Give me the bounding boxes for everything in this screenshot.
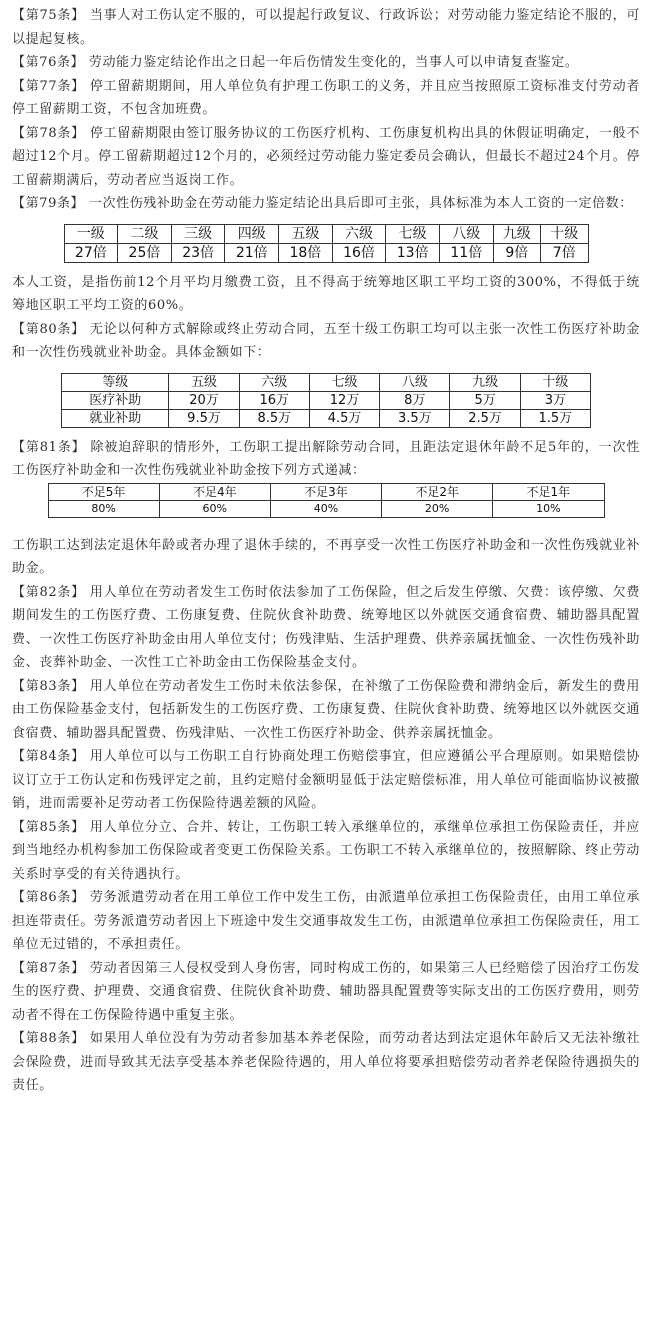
article-86: 【第86条】 劳务派遣劳动者在用工单位工作中发生工伤，由派遣单位承担工伤保险责任，由用工单位承担连带责任。劳务派遣劳动者因上下班途中发生交通事故发生工伤，由派遣单位承担工伤保险责任，用工单位无过错的，不承担责任。 [12, 890, 640, 952]
article-88: 【第88条】 如果用人单位没有为劳动者参加基本养老保险，而劳动者达到法定退休年龄后又无法补缴社会保险费，进而导致其无法享受基本养老保险待遇的，用人单位将要承担赔偿劳动者养老保险待遇损失的责任。 [12, 1031, 640, 1093]
table-header-cell: 六级 [239, 373, 309, 391]
article-79-note: 本人工资，是指伤前12个月平均月缴费工资，且不得高于统筹地区职工平均工资的300%，不得低于统筹地区职工平均工资的60%。 [12, 274, 640, 313]
table-header-cell: 不足2年 [382, 483, 493, 500]
table-header-cell: 九级 [450, 373, 520, 391]
table-cell: 11倍 [439, 243, 493, 262]
table-cell: 18倍 [279, 243, 333, 262]
table-cell: 四级 [225, 224, 279, 243]
table-cell: 21倍 [225, 243, 279, 262]
table-cell: 三级 [171, 224, 225, 243]
table-cell: 十级 [541, 224, 588, 243]
table-cell: 8.5万 [239, 409, 309, 427]
table-cell: 7倍 [541, 243, 588, 262]
table-cell: 25倍 [118, 243, 172, 262]
table-cell: 23倍 [171, 243, 225, 262]
table-cell: 就业补助 [62, 409, 169, 427]
table-cell: 60% [159, 500, 270, 517]
article-87: 【第87条】 劳动者因第三人侵权受到人身伤害，同时构成工伤的，如果第三人已经赔偿了因治疗工伤发生的医疗费、护理费、交通食宿费、住院伙食补助费、辅助器具配置费等实际支出的工伤医疗费用，则劳动者不得在工伤保险待遇中重复主张。 [12, 960, 640, 1023]
table-cell: 八级 [439, 224, 493, 243]
table-header-cell: 等级 [62, 373, 169, 391]
table-cell: 3万 [520, 391, 590, 409]
table-cell: 8万 [380, 391, 450, 409]
table-cell: 二级 [118, 224, 172, 243]
table-cell: 4.5万 [309, 409, 379, 427]
article-81-note: 工伤职工达到法定退休年龄或者办理了退休手续的，不再享受一次性工伤医疗补助金和一次性伤残就业补助金。 [12, 537, 640, 576]
table-cell: 5万 [450, 391, 520, 409]
table-cell: 20万 [169, 391, 239, 409]
table-header-cell: 八级 [380, 373, 450, 391]
article-84: 【第84条】 用人单位可以与工伤职工自行协商处理工伤赔偿事宜，但应遵循公平合理原则。如果赔偿协议订立于工伤认定和伤残评定之前，且约定赔付金额明显低于法定赔偿标准，用人单位可能面临协议被撤销，进而需要补足劳动者工伤保险待遇差额的风险。 [12, 749, 640, 811]
table-cell: 16万 [239, 391, 309, 409]
table-cell: 3.5万 [380, 409, 450, 427]
table-row [62, 409, 591, 427]
table-header-cell: 不足1年 [493, 483, 604, 500]
table-cell: 20% [382, 500, 493, 517]
table-header-cell: 不足3年 [270, 483, 381, 500]
article-85: 【第85条】 用人单位分立、合并、转让，工伤职工转入承继单位的，承继单位承担工伤保险责任，并应到当地经办机构参加工伤保险或者变更工伤保险关系。工伤职工不转入承继单位的，按照解除、终止劳动关系时享受的有关待遇执行。 [12, 819, 640, 882]
table-cell: 80% [48, 500, 159, 517]
subsidy-table [61, 373, 591, 428]
article-80: 【第80条】 无论以何种方式解除或终止劳动合同，五至十级工伤职工均可以主张一次性工伤医疗补助金和一次性伤残就业补助金。具体金额如下： [12, 321, 640, 360]
table-cell: 1.5万 [520, 409, 590, 427]
article-83: 【第83条】 用人单位在劳动者发生工伤时未依法参保，在补缴了工伤保险费和滞纳金后，新发生的费用由工伤保险基金支付，包括新发生的工伤医疗费、工伤康复费、住院伙食补助费、统筹地区以外就医交通食宿费、辅助器具配置费、伤残津贴、一次性工伤医疗补助金、供养亲属抚恤金。 [12, 678, 640, 741]
table-header-cell: 五级 [169, 373, 239, 391]
table-cell: 12万 [309, 391, 379, 409]
table-cell: 医疗补助 [62, 391, 169, 409]
table-cell: 9倍 [493, 243, 540, 262]
article-76: 【第76条】 劳动能力鉴定结论作出之日起一年后伤情发生变化的，当事人可以申请复查鉴定。 [12, 55, 579, 70]
table-cell: 一级 [64, 224, 118, 243]
table-cell: 五级 [279, 224, 333, 243]
table-cell: 七级 [386, 224, 440, 243]
table-cell: 2.5万 [450, 409, 520, 427]
table-cell: 13倍 [386, 243, 440, 262]
table-cell: 六级 [332, 224, 386, 243]
table-cell: 16倍 [332, 243, 386, 262]
table-row [62, 391, 591, 409]
table-cell: 九级 [493, 224, 540, 243]
table-cell: 9.5万 [169, 409, 239, 427]
table-row [48, 500, 604, 517]
article-78: 【第78条】 停工留薪期限由签订服务协议的工伤医疗机构、工伤康复机构出具的休假证明确定，一般不超过12个月。停工留薪期超过12个月的，必须经过劳动能力鉴定委员会确认，但最长不超过24个月。停工留薪期满后，劳动者应当返岗工作。 [12, 125, 640, 188]
article-79: 【第79条】 一次性伤残补助金在劳动能力鉴定结论出具后即可主张，具体标准为本人工资的一定倍数： [12, 196, 633, 211]
article-77: 【第77条】 停工留薪期期间，用人单位负有护理工伤职工的义务，并且应当按照原工资标准支付劳动者停工留薪期工资，不包含加班费。 [12, 78, 640, 117]
table-cell: 27倍 [64, 243, 118, 262]
reduction-table [48, 483, 605, 518]
table-header-cell: 七级 [309, 373, 379, 391]
article-75: 【第75条】 当事人对工伤认定不服的，可以提起行政复议、行政诉讼；对劳动能力鉴定结论不服的，可以提起复核。 [12, 8, 640, 47]
disability-multiples-table [64, 224, 589, 263]
article-81: 【第81条】 除被迫辞职的情形外，工伤职工提出解除劳动合同，且距法定退休年龄不足5年的，一次性工伤医疗补助金和一次性伤残就业补助金按下列方式递减： [12, 439, 640, 478]
table-header-cell: 不足5年 [48, 483, 159, 500]
table-cell: 10% [493, 500, 604, 517]
article-82: 【第82条】 用人单位在劳动者发生工伤时依法参加了工伤保险，但之后发生停缴、欠费：该停缴、欠费期间发生的工伤医疗费、工伤康复费、住院伙食补助费、统筹地区以外就医交通食宿费、辅助器具配置费、一次性工伤医疗补助金由用人单位支付；伤残津贴、生活护理费、供养亲属抚恤金、一次性伤残补助金、丧葬补助金、一次性工亡补助金由工伤保险基金支付。 [12, 584, 640, 670]
table-header-cell: 不足4年 [159, 483, 270, 500]
table-cell: 40% [270, 500, 381, 517]
table-header-cell: 十级 [520, 373, 590, 391]
